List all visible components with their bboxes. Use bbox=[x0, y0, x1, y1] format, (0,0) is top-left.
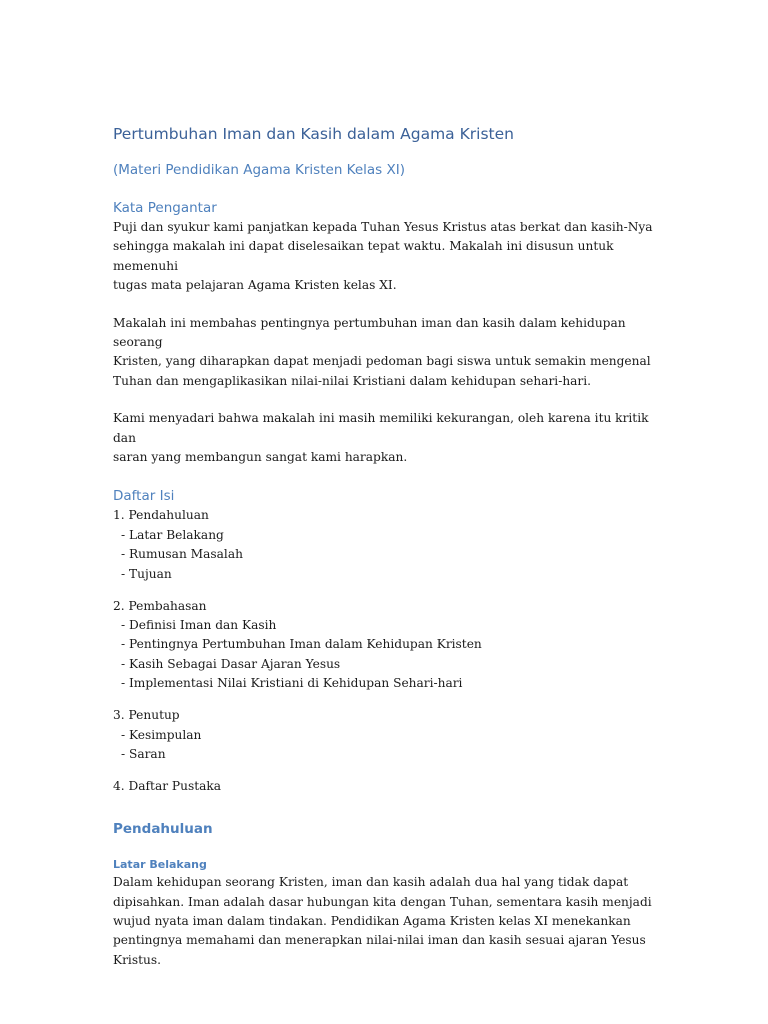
text-line: wujud nyata iman dalam tindakan. Pendidikan Agama Kristen kelas XI menekankan bbox=[113, 914, 631, 929]
table-of-contents bbox=[113, 506, 653, 796]
kata-pengantar-paragraph-3 bbox=[113, 409, 653, 467]
toc-section: 4. Daftar Pustaka bbox=[113, 778, 222, 793]
toc-item: - Latar Belakang bbox=[121, 527, 224, 542]
document-subtitle: (Materi Pendidikan Agama Kristen Kelas XI) bbox=[113, 162, 405, 178]
heading-pendahuluan: Pendahuluan bbox=[113, 821, 213, 838]
latar-belakang-paragraph bbox=[113, 873, 653, 970]
document-title: Pertumbuhan Iman dan Kasih dalam Agama Kristen bbox=[113, 125, 514, 143]
text-line: saran yang membangun sangat kami harapkan. bbox=[113, 450, 408, 465]
document-page bbox=[113, 120, 653, 970]
toc-item: - Kesimpulan bbox=[121, 727, 202, 742]
text-line: Kristen, yang diharapkan dapat menjadi pedoman bagi siswa untuk semakin mengenal bbox=[113, 354, 651, 369]
toc-item: - Saran bbox=[121, 746, 166, 761]
text-line: Kami menyadari bahwa makalah ini masih memiliki kekurangan, oleh karena itu kritik dan bbox=[113, 411, 649, 445]
text-line: sehingga makalah ini dapat diselesaikan tepat waktu. Makalah ini disusun untuk memenuhi bbox=[113, 239, 614, 273]
text-line: tugas mata pelajaran Agama Kristen kelas XI. bbox=[113, 278, 397, 293]
kata-pengantar-paragraph-1 bbox=[113, 218, 653, 296]
toc-item: - Implementasi Nilai Kristiani di Kehidupan Sehari-hari bbox=[121, 676, 463, 691]
toc-item: - Pentingnya Pertumbuhan Iman dalam Kehidupan Kristen bbox=[121, 637, 482, 652]
text-line: pentingnya memahami dan menerapkan nilai-nilai iman dan kasih sesuai ajaran Yesus bbox=[113, 933, 646, 948]
text-line: Kristus. bbox=[113, 952, 161, 967]
text-line: Makalah ini membahas pentingnya pertumbuhan iman dan kasih dalam kehidupan seorang bbox=[113, 315, 626, 350]
kata-pengantar-paragraph-2 bbox=[113, 314, 653, 392]
toc-item: - Tujuan bbox=[121, 566, 172, 581]
heading-daftar-isi: Daftar Isi bbox=[113, 488, 175, 505]
heading-kata-pengantar: Kata Pengantar bbox=[113, 200, 217, 216]
toc-item: - Rumusan Masalah bbox=[121, 547, 243, 562]
toc-section: 2. Pembahasan bbox=[113, 598, 207, 613]
text-line: dipisahkan. Iman adalah dasar hubungan kita dengan Tuhan, sementara kasih menjadi bbox=[113, 894, 652, 909]
toc-section: 3. Penutup bbox=[113, 708, 180, 723]
text-line: Dalam kehidupan seorang Kristen, iman dan kasih adalah dua hal yang tidak dapat bbox=[113, 875, 629, 890]
heading-latar-belakang: Latar Belakang bbox=[113, 858, 207, 872]
toc-section: 1. Pendahuluan bbox=[113, 508, 209, 523]
toc-item: - Definisi Iman dan Kasih bbox=[121, 618, 277, 632]
text-line: Tuhan dan mengaplikasikan nilai-nilai Kristiani dalam kehidupan sehari-hari. bbox=[113, 373, 592, 388]
text-line: Puji dan syukur kami panjatkan kepada Tuhan Yesus Kristus atas berkat dan kasih-Nya bbox=[113, 220, 653, 234]
toc-item: - Kasih Sebagai Dasar Ajaran Yesus bbox=[121, 656, 341, 671]
